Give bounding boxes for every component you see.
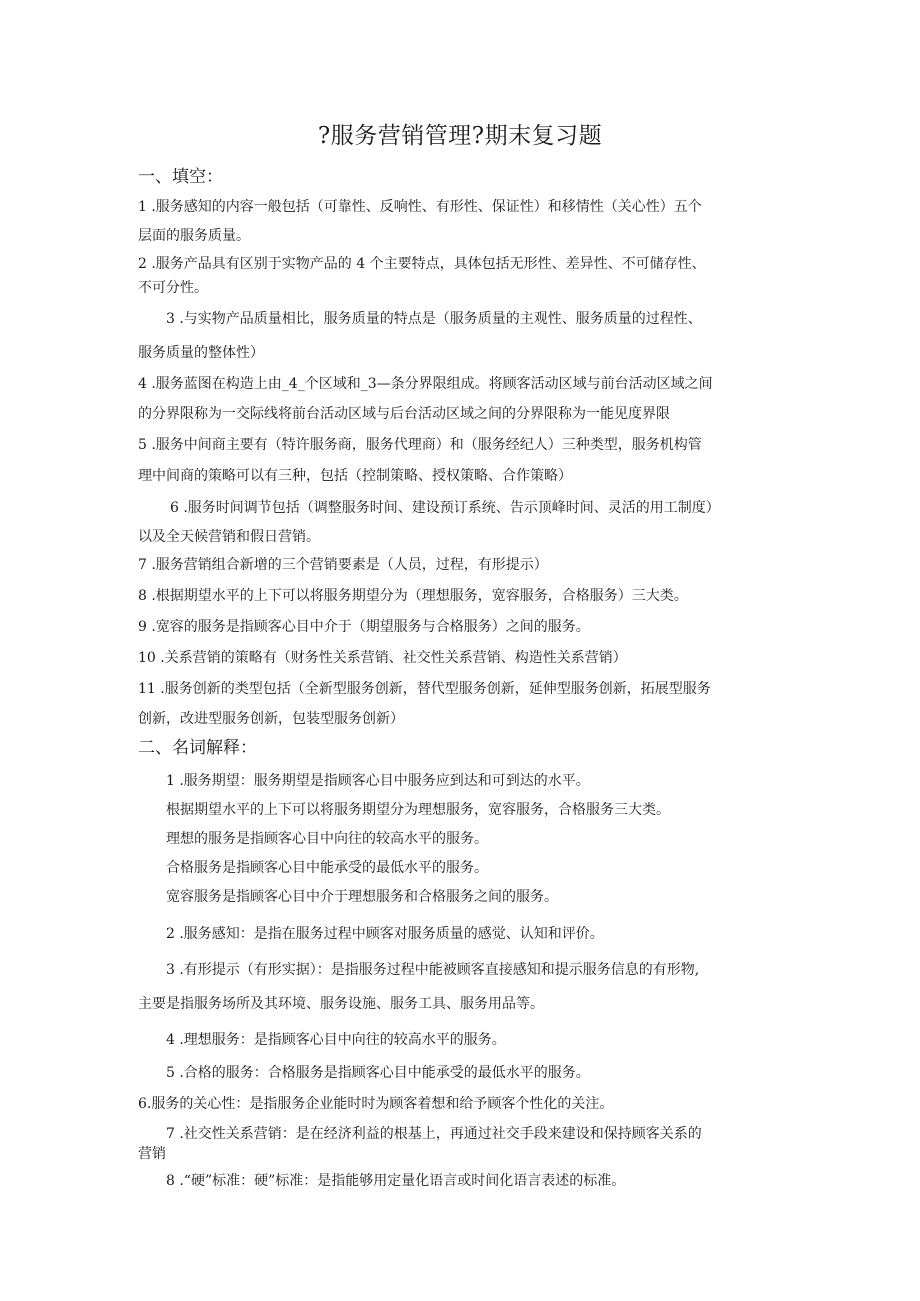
text-line: 4 .服务蓝图在构造上由_4_个区域和_3—条分界限组成。将顾客活动区域与前台活动区域之间 <box>138 376 713 392</box>
page-title: ?服务营销管理?期末复习题 <box>317 123 603 149</box>
text-line: 营销 <box>138 1146 166 1162</box>
text-line: 服务质量的整体性） <box>138 345 264 361</box>
text-line: 8 .根据期望水平的上下可以将服务期望分为（理想服务，宽容服务，合格服务）三大类。 <box>138 588 688 604</box>
section-heading-fill-in: 一、填空： <box>138 167 223 187</box>
text-line: 6.服务的关心性：是指服务企业能时时为顾客着想和给予顾客个性化的关注。 <box>138 1096 614 1112</box>
text-line: 11 .服务创新的类型包括（全新型服务创新，替代型服务创新，延伸型服务创新，拓展型服务 <box>138 681 711 697</box>
text-line: 以及全天候营销和假日营销。 <box>138 529 320 545</box>
text-line: 2 .服务产品具有区别于实物产品的 4 个主要特点，具体包括无形性、差异性、不可储存性、 <box>138 256 706 272</box>
text-line: 合格服务是指顾客心目中能承受的最低水平的服务。 <box>166 860 488 876</box>
text-line: 7 .服务营销组合新增的三个营销要素是（人员，过程，有形提示） <box>138 557 548 573</box>
text-line: 3 .与实物产品质量相比，服务质量的特点是（服务质量的主观性、服务质量的过程性、 <box>166 311 702 327</box>
text-line: 9 .宽容的服务是指顾客心目中介于（期望服务与合格服务）之间的服务。 <box>138 619 590 635</box>
text-line: 5 .服务中间商主要有（特许服务商，服务代理商）和（服务经纪人）三种类型，服务机构管 <box>138 437 702 453</box>
text-line: 5 .合格的服务：合格服务是指顾客心目中能承受的最低水平的服务。 <box>166 1065 590 1081</box>
text-line: 主要是指服务场所及其环境、服务设施、服务工具、服务用品等。 <box>138 996 544 1012</box>
section-heading-definitions: 二、名词解释： <box>138 738 257 758</box>
text-line: 4 .理想服务：是指顾客心目中向往的较高水平的服务。 <box>166 1032 506 1048</box>
text-line: 1 .服务期望：服务期望是指顾客心目中服务应到达和可到达的水平。 <box>166 773 590 789</box>
text-line: 7 .社交性关系营销：是在经济利益的根基上，再通过社交手段来建设和保持顾客关系的 <box>166 1126 702 1142</box>
text-line: 理中间商的策略可以有三种，包括（控制策略、授权策略、合作策略） <box>138 468 572 484</box>
text-line: 2 .服务感知：是指在服务过程中顾客对服务质量的感觉、认知和评价。 <box>166 926 604 942</box>
text-line: 6 .服务时间调节包括（调整服务时间、建设预订系统、告示顶峰时间、灵活的用工制度） <box>170 500 720 516</box>
text-line: 宽容服务是指顾客心目中介于理想服务和合格服务之间的服务。 <box>166 889 558 905</box>
text-line: 不可分性。 <box>138 280 208 296</box>
text-line: 理想的服务是指顾客心目中向往的较高水平的服务。 <box>166 831 488 847</box>
text-line: 创新，改进型服务创新，包装型服务创新） <box>138 711 404 727</box>
text-line: 根据期望水平的上下可以将服务期望分为理想服务，宽容服务，合格服务三大类。 <box>166 802 670 818</box>
text-line: 1 .服务感知的内容一般包括（可靠性、反响性、有形性、保证性）和移情性（关心性）五个 <box>138 199 702 215</box>
text-line: 的分界限称为一交际线将前台活动区域与后台活动区域之间的分界限称为一能见度界限 <box>138 406 670 422</box>
text-line: 层面的服务质量。 <box>138 228 250 244</box>
text-line: 3 .有形提示（有形实据）：是指服务过程中能被顾客直接感知和提示服务信息的有形物, <box>166 962 700 978</box>
text-line: 8 .“硬”标准：硬”标准：是指能够用定量化语言或时间化语言表述的标准。 <box>166 1173 626 1189</box>
text-line: 10 .关系营销的策略有（财务性关系营销、社交性关系营销、构造性关系营销） <box>138 650 627 666</box>
